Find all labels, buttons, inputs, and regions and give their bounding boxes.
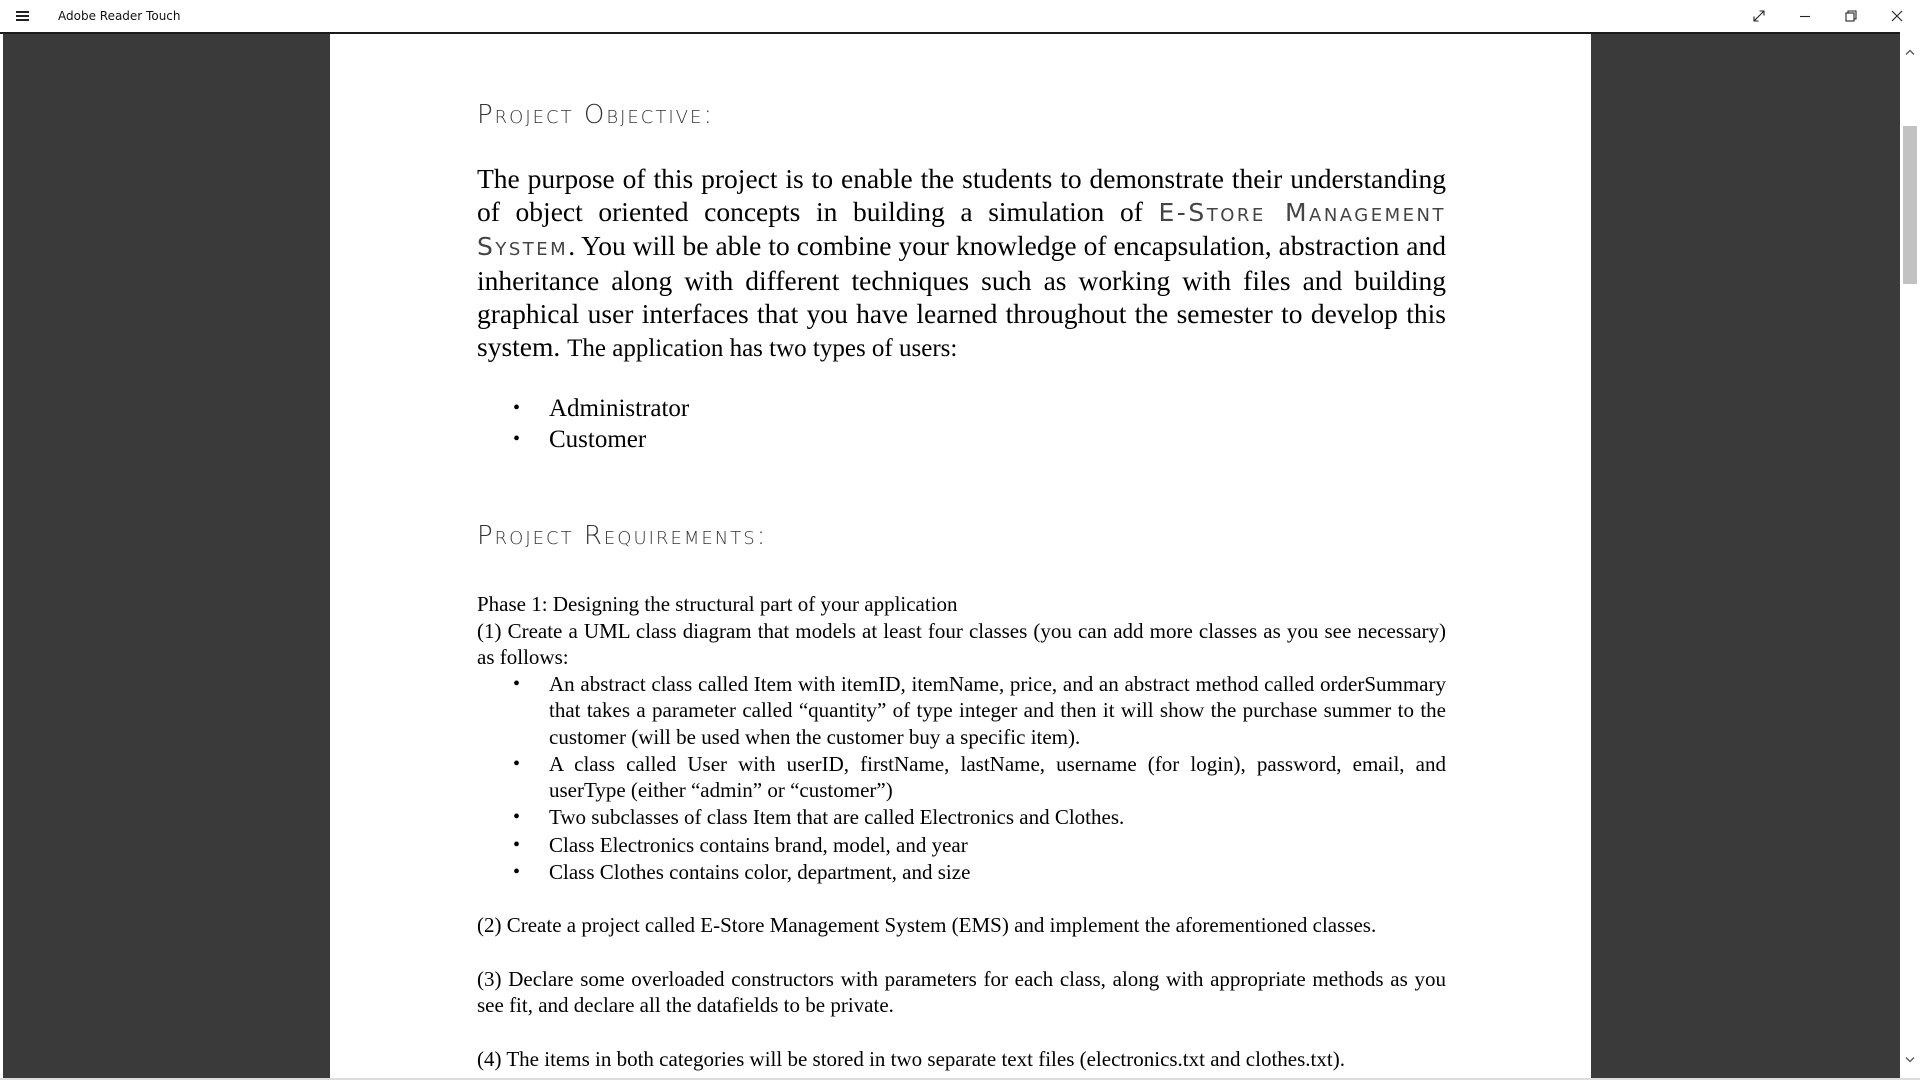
- list-item: • Class Clothes contains color, department, and size: [549, 859, 1446, 886]
- expand-icon: [1753, 10, 1765, 22]
- chevron-down-icon: [1905, 1057, 1915, 1063]
- document-page[interactable]: [330, 34, 1591, 1080]
- chevron-up-icon: [1905, 49, 1915, 55]
- phase1-title: Phase 1: Designing the structural part of your application: [477, 592, 958, 617]
- system-name: E-Store Management System: [477, 198, 1446, 262]
- fullscreen-button[interactable]: [1736, 0, 1782, 32]
- hamburger-menu-icon[interactable]: [0, 0, 44, 32]
- requirements-heading: Project Requirements:: [477, 521, 768, 552]
- page-content: [477, 96, 1446, 1072]
- objective-text-1: The purpose of this project is to enable the students to demonstrate their understanding of object oriented concepts in building a simulation of: [477, 163, 1446, 228]
- restore-icon: [1845, 10, 1857, 22]
- minimize-icon: [1799, 10, 1811, 22]
- document-viewer[interactable]: [0, 32, 1920, 1080]
- close-icon: [1891, 10, 1903, 22]
- vertical-scrollbar[interactable]: [1900, 32, 1920, 1080]
- class-requirements-list: [477, 671, 1446, 885]
- app-title: Adobe Reader Touch: [58, 9, 181, 23]
- list-item: • Administrator: [549, 393, 1446, 424]
- restore-button[interactable]: [1828, 0, 1874, 32]
- list-item: • Class Electronics contains brand, model, and year: [549, 832, 1446, 859]
- objective-text-2: . You will be able to combine your knowledge of encapsulation, abstraction and inheritance along with different techniques such as working with files and building graphical user interfaces that you have learned throughout the semester to develop this system.: [477, 230, 1446, 363]
- minimize-button[interactable]: [1782, 0, 1828, 32]
- requirement-3: (3) Declare some overloaded constructors with parameters for each class, along with appropriate methods as you see fit, and declare all the datafields to be private.: [477, 966, 1446, 1018]
- list-item: • An abstract class called Item with itemID, itemName, price, and an abstract method called orderSummary that takes a parameter called “quantity” of type integer and then it will show the purchase summer to the customer (will be used when the customer buy a specific item).: [549, 671, 1446, 751]
- user-types-list: [477, 393, 1446, 455]
- list-item: • Two subclasses of class Item that are called Electronics and Clothes.: [549, 804, 1446, 831]
- objective-heading: Project Objective:: [477, 100, 715, 130]
- list-item: • A class called User with userID, firstName, lastName, username (for login), password, email, and userType (either “admin” or “customer”): [549, 751, 1446, 804]
- requirement-1-intro: (1) Create a UML class diagram that models at least four classes (you can add more classes as you see necessary) as follows:: [477, 618, 1446, 670]
- objective-text-3: The application has two types of users:: [567, 335, 958, 363]
- window-controls: [1736, 0, 1920, 32]
- scroll-down-button[interactable]: [1900, 1050, 1920, 1070]
- scroll-up-button[interactable]: [1900, 42, 1920, 62]
- list-item: • Customer: [549, 424, 1446, 455]
- title-bar: [0, 0, 1920, 32]
- requirement-4: (4) The items in both categories will be stored in two separate text files (electronics.txt and clothes.txt).: [477, 1046, 1345, 1071]
- viewer-edge: [0, 34, 3, 1080]
- requirement-2: (2) Create a project called E-Store Management System (EMS) and implement the aforementioned classes.: [477, 913, 1377, 938]
- close-button[interactable]: [1874, 0, 1920, 32]
- objective-paragraph: [477, 162, 1446, 365]
- scroll-thumb[interactable]: [1903, 126, 1917, 284]
